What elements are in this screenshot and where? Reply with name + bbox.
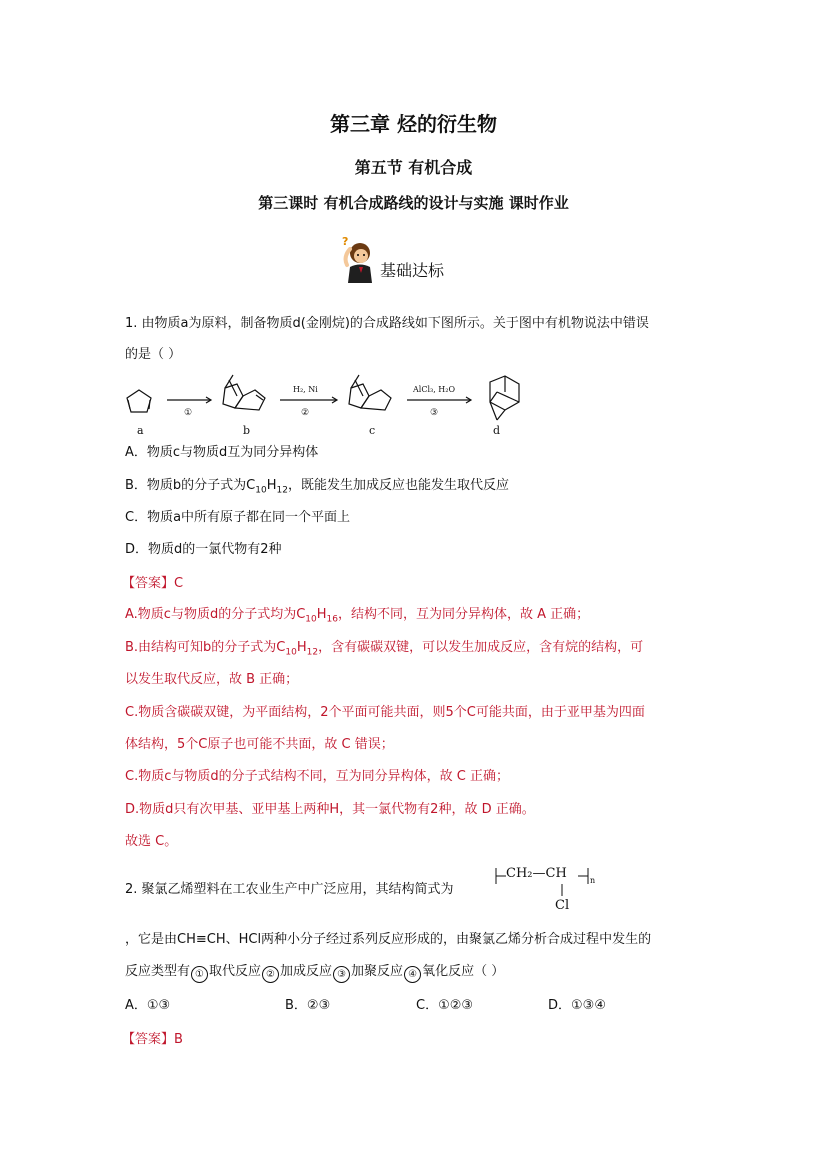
q2-stem-line2: ，它是由CH≡CH、HCl两种小分子经过系列反应形成的，由聚氯乙烯分析合成过程中发生的 bbox=[125, 932, 652, 947]
q2-option-b: B．②③ bbox=[285, 998, 331, 1013]
step-3-label: ③ bbox=[430, 408, 439, 418]
step-1-label: ① bbox=[184, 408, 193, 418]
q1-stem-line2: 的是（ ） bbox=[125, 347, 182, 362]
q1-option-d: D．物质d的一氯代物有2种 bbox=[125, 542, 282, 557]
badge-label: 基础达标 bbox=[380, 261, 445, 280]
basic-badge bbox=[340, 235, 444, 283]
q1-explain-c2: 体结构，5个C原子也可能不共面，故 C 错误； bbox=[125, 737, 394, 752]
circled-2: ② bbox=[262, 966, 279, 983]
lesson-title: 第三课时 有机合成路线的设计与实施 课时作业 bbox=[258, 194, 569, 212]
q1-stem-line1: 1. 由物质a为原料，制备物质d(金刚烷)的合成路线如下图所示。关于图中有机物说法中错误 bbox=[125, 316, 649, 331]
section-title: 第五节 有机合成 bbox=[354, 158, 473, 177]
formula-n: n bbox=[590, 876, 596, 885]
circled-1: ① bbox=[191, 966, 208, 983]
q2-stem-line3: 反应类型有 ① 取代反应 ② 加成反应 ③ 加聚反应 ④ 氧化反应（ ） bbox=[125, 962, 504, 983]
q1-explain-final: 故选 C。 bbox=[125, 834, 178, 849]
q1-explain-d: D.物质d只有次甲基、亚甲基上两种H，其一氯代物有2种，故 D 正确。 bbox=[125, 802, 535, 817]
formula-main: CH₂—CH bbox=[506, 866, 567, 881]
q1-option-a: A．物质c与物质d互为同分异构体 bbox=[125, 445, 319, 460]
q1-explain-a: A.物质c与物质d的分子式均为$C_{10}H_{16}$，结构不同，互为同分异构体，故 A 正确； bbox=[125, 607, 590, 625]
q2-option-d: D．①③④ bbox=[548, 998, 606, 1013]
step-2-label: ② bbox=[301, 408, 310, 418]
student-thinking-icon bbox=[340, 235, 378, 283]
chapter-title: 第三章 烃的衍生物 bbox=[330, 112, 497, 136]
q1-explain-c3: C.物质c与物质d的分子式结构不同，互为同分异构体，故 C 正确； bbox=[125, 769, 509, 784]
q1-option-c: C．物质a中所有原子都在同一个平面上 bbox=[125, 510, 351, 525]
q2-answer: 【答案】B bbox=[122, 1032, 183, 1047]
q2-option-a: A．①③ bbox=[125, 998, 171, 1013]
q2-stem-line1: 2. 聚氯乙烯塑料在工农业生产中广泛应用，其结构简式为 bbox=[125, 882, 454, 897]
compound-d-label: d bbox=[493, 424, 501, 437]
compound-b-label: b bbox=[243, 424, 251, 437]
circled-3: ③ bbox=[333, 966, 350, 983]
q1-option-b: B．物质b的分子式为$C_{10}H_{12}$，既能发生加成反应也能发生取代反应 bbox=[125, 478, 509, 496]
q1-explain-b1: B.由结构可知b的分子式为$C_{10}H_{12}$，含有碳碳双键，可以发生加成反应，含有烷的结构，可 bbox=[125, 640, 644, 658]
q1-answer: 【答案】C bbox=[122, 576, 184, 591]
reagent-2-label: H₂, Ni bbox=[293, 385, 318, 394]
pvc-formula bbox=[492, 862, 602, 918]
q1-explain-c1: C.物质含碳碳双键，为平面结构，2个平面可能共面，则5个C可能共面，由于亚甲基为四面 bbox=[125, 705, 645, 720]
formula-cl: Cl bbox=[555, 898, 570, 913]
reaction-scheme bbox=[125, 370, 525, 442]
reagent-3-label: AlCl₃, H₂O bbox=[413, 385, 456, 394]
svg-text:?: ? bbox=[342, 235, 349, 248]
compound-a-label: a bbox=[137, 424, 144, 437]
q1-explain-b2: 以发生取代反应，故 B 正确； bbox=[125, 672, 299, 687]
q2-option-c: C．①②③ bbox=[416, 998, 474, 1013]
compound-c-label: c bbox=[369, 424, 376, 437]
circled-4: ④ bbox=[404, 966, 421, 983]
